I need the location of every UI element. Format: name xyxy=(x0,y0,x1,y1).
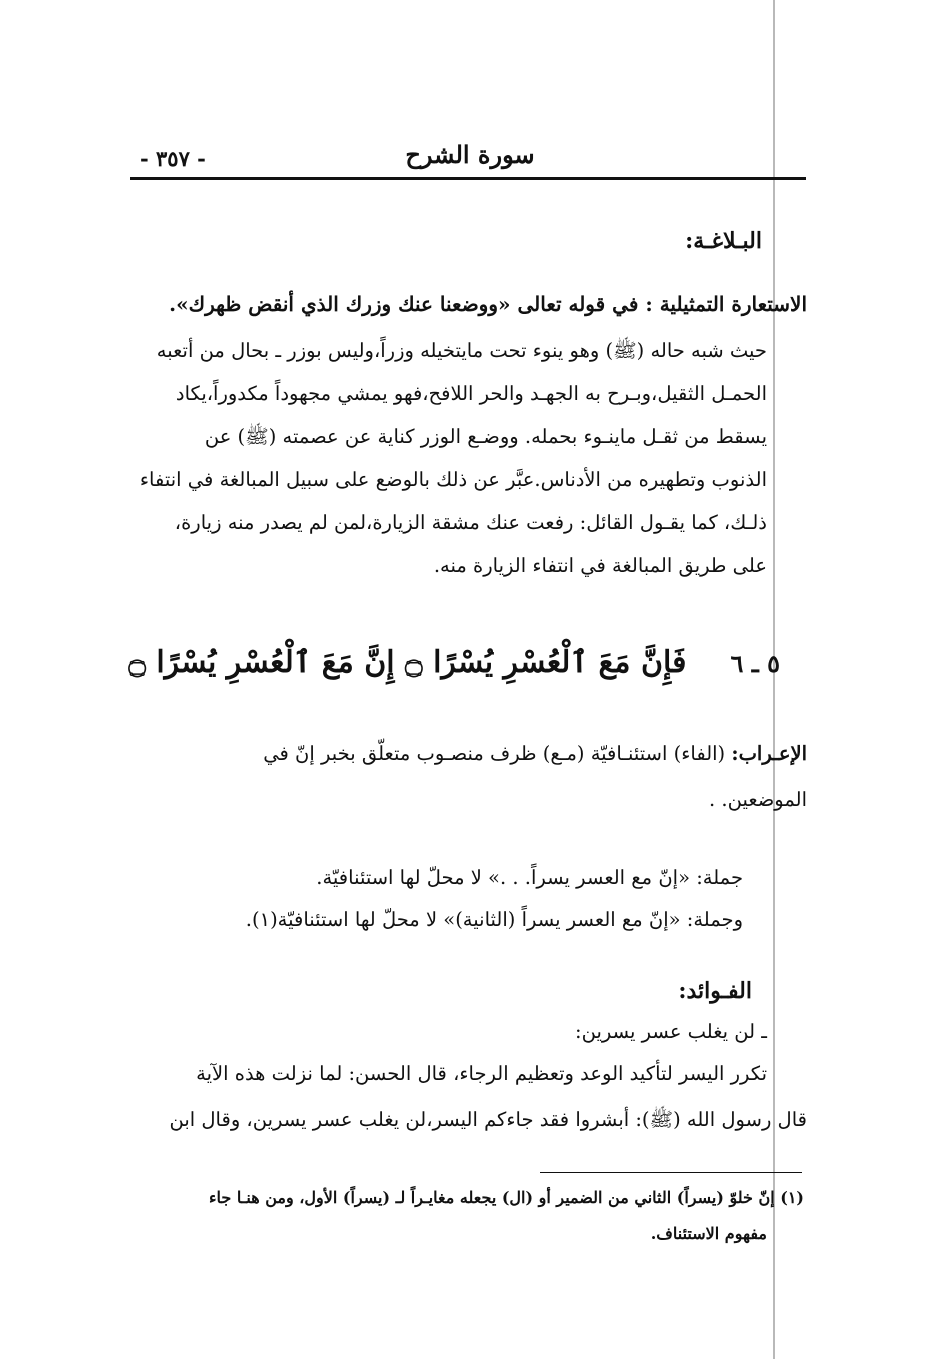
irab-line-2: الموضعين. . xyxy=(709,788,807,811)
balagha-line-1 xyxy=(169,292,807,316)
fawaid-line-1: تكرر اليسر لتأكيد الوعد وتعظيم الرجاء، قال الحسن: لما نزلت هذه الآية xyxy=(196,1062,767,1085)
fawaid-line-2: قال رسول الله (ﷺ): أبشروا فقد جاءكم اليسر،لن يغلب عسر يسرين، وقال ابن xyxy=(169,1108,807,1131)
jumla-line-1: جملة: «إنّ مع العسر يسراً. . .» لا محلّ لها استئنافيّة. xyxy=(316,866,743,889)
balagha-line-3: الحمـل الثقيل،وبـرح به الجهـد والحر اللافح،فهو يمشي مجهوداً مكدوراً،يكاد xyxy=(175,382,767,405)
balagha-line-2: حيث شبه حاله (ﷺ) وهو ينوء تحت مايتخيله وزراً،وليس بوزر ـ بحال من أتعبه xyxy=(156,339,767,362)
balagha-line-5: الذنوب وتطهيره من الأدناس.عبَّر عن ذلك بالوضع على سبيل المبالغة في انتفاء xyxy=(139,468,767,491)
istiara-label: الاستعارة التمثيلية : xyxy=(645,292,807,316)
footnote-line-2: مفهوم الاستئناف. xyxy=(650,1224,767,1243)
footnote-line-1: (١) إنّ خلوّ (يسراً) الثاني من الضمير أو (ال) يجعله مغايـراً لـ (يسراً) الأول، ومن هنـا جاء xyxy=(208,1188,804,1207)
istiara-text: في قوله تعالى «ووضعنا عنك وزرك الذي أنقض ظهرك». xyxy=(169,292,646,316)
fawaid-subheading: ـ لن يغلب عسر يسرين: xyxy=(575,1020,767,1043)
page-number: - ٣٥٧ - xyxy=(140,146,206,171)
irab-label: الإعـراب: xyxy=(731,742,807,765)
verse-number: ٥ ـ ٦ xyxy=(730,649,780,678)
balagha-line-7: على طريق المبالغة في انتفاء الزيارة منه. xyxy=(433,554,767,577)
balagha-line-4: يسقط من ثقـل ماينـوء بحمله. ووضـع الوزر كناية عن عصمته (ﷺ) عن xyxy=(204,425,767,448)
balagha-heading: البـلاغـة: xyxy=(685,228,762,254)
quran-verse xyxy=(128,645,780,680)
jumla-line-2: وجملة: «إنّ مع العسر يسراً (الثانية)» لا محلّ لها استئنافيّة(١). xyxy=(245,908,743,931)
irab-text: (الفاء) استئنـافيّة (مـع) ظرف منصـوب متعلّق بخبر إنّ في xyxy=(263,742,732,765)
fawaid-heading: الفـوائد: xyxy=(678,978,752,1004)
footnote-rule xyxy=(540,1172,802,1173)
surah-title: سورة الشرح xyxy=(405,140,535,169)
balagha-line-6: ذلـك، كما يقـول القائل: رفعت عنك مشقة الزيارة،لمن لم يصدر منه زيارة، xyxy=(174,511,767,534)
irab-line-1 xyxy=(263,742,807,765)
header-rule xyxy=(130,177,806,180)
verse-text: فَإِنَّ مَعَ ٱلْعُسْرِ يُسْرًا ۝ إِنَّ مَعَ ٱلْعُسْرِ يُسْرًا ۝ xyxy=(128,645,687,680)
